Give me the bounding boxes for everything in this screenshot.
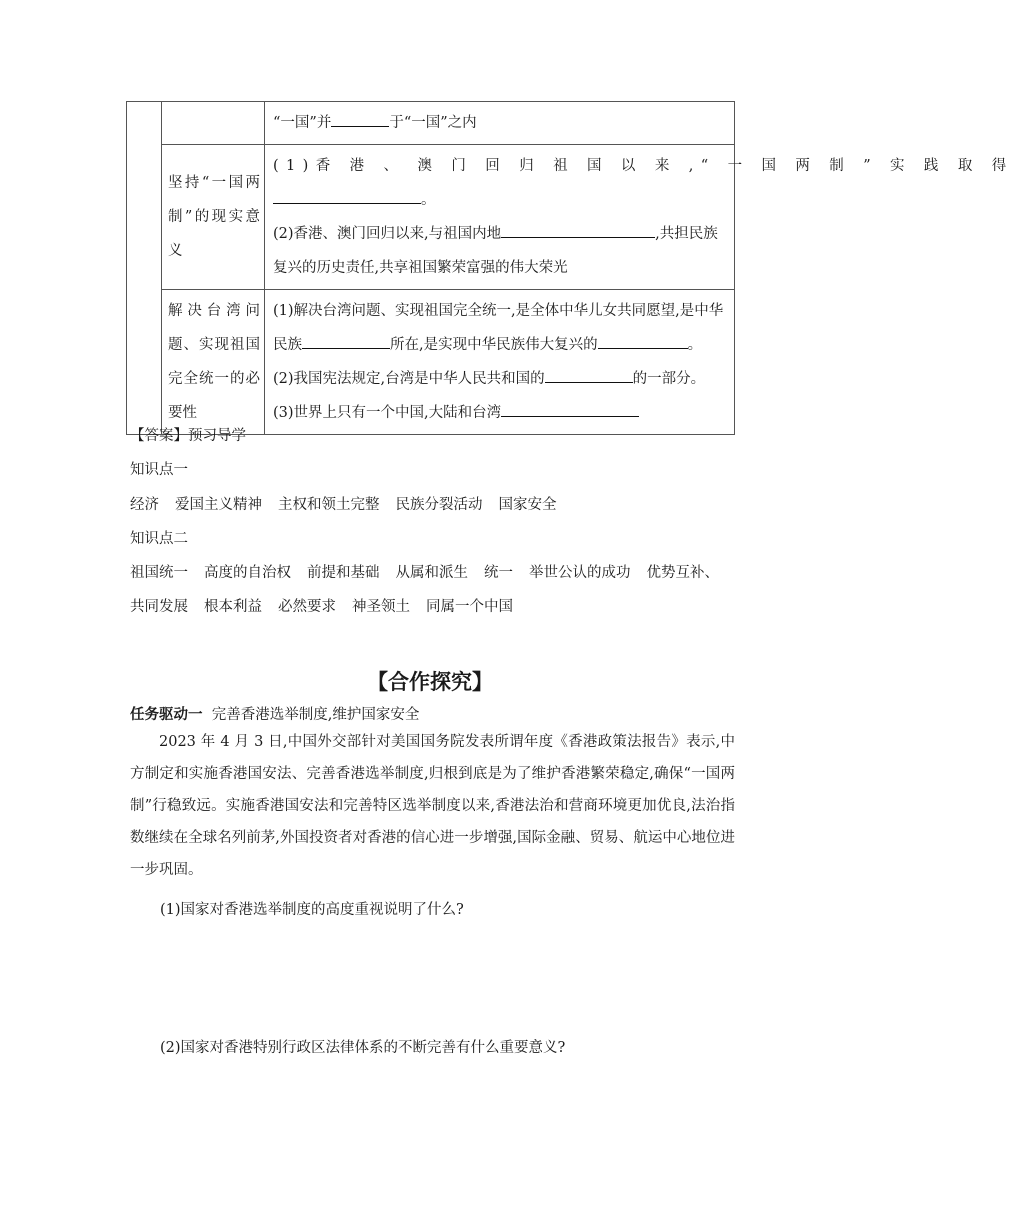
table-row — [127, 102, 735, 145]
text-segment: 于“一国”之内 — [389, 115, 477, 131]
table-content-cell — [265, 290, 735, 435]
text-segment: (3)世界上只有一个中国,大陆和台湾 — [273, 405, 502, 421]
fill-blank — [331, 109, 389, 127]
fill-blank — [273, 186, 421, 204]
text-segment: 。 — [687, 337, 703, 353]
text-segment: 所在,是实现中华民族伟大复兴的 — [390, 337, 598, 353]
answer-item: 举世公认的成功 — [529, 565, 631, 581]
answer-item: 统一 — [484, 565, 513, 581]
fill-blank — [598, 331, 688, 349]
answer-item: 祖国统一 — [130, 565, 188, 581]
knowledge-table — [126, 101, 1014, 435]
table-line — [273, 362, 726, 396]
table-row — [127, 145, 735, 290]
question-2: (2)国家对香港特别行政区法律体系的不断完善有什么重要意义? — [160, 1040, 566, 1056]
fill-blank — [545, 365, 633, 383]
text-segment: (2)我国宪法规定,台湾是中华人民共和国的 — [273, 371, 545, 387]
task-label: 任务驱动一 — [130, 707, 203, 723]
text-segment: “一国”并 — [273, 115, 332, 131]
table-line — [273, 217, 726, 251]
answer-item: 同属一个中国 — [426, 599, 513, 615]
table-empty-label-cell — [162, 102, 265, 145]
material-paragraph: 2023 年 4 月 3 日,中国外交部针对美国国务院发表所谓年度《香港政策法报告》表示,中方制定和实施香港国安法、完善香港选举制度,归根到底是为了维护香港繁荣稳定,确保“一国两制”行稳致远。实施香港国安法和完善特区选举制度以来,香港法治和营商环境更加优良,法治指数继续在全球名列前茅,外国投资者对香港的信心进一步增强,国际金融、贸易、航运中心地位进一步巩固。 — [130, 734, 735, 878]
answer-item: 民族分裂活动 — [395, 497, 483, 513]
answer-item: 经济 — [130, 497, 159, 513]
answer-item: 高度的自治权 — [204, 565, 291, 581]
section-title: 【合作探究】 — [367, 670, 493, 694]
fill-blank — [302, 331, 390, 349]
table-content-cell — [265, 102, 735, 145]
answer-header: 【答案】预习导学 — [130, 428, 246, 444]
fill-blank — [501, 220, 655, 238]
table-line — [273, 396, 726, 430]
task-title: 完善香港选举制度,维护国家安全 — [211, 707, 420, 723]
table-content-cell — [265, 145, 1014, 290]
text-segment: 的一部分。 — [632, 371, 706, 387]
table-line — [273, 183, 726, 217]
question-1: (1)国家对香港选举制度的高度重视说明了什么? — [160, 902, 464, 918]
text-segment: 民族 — [273, 337, 302, 353]
task-heading — [130, 703, 419, 724]
table-line: 复兴的历史责任,共享祖国繁荣富强的伟大荣光 — [273, 260, 568, 276]
table-left-column — [127, 102, 162, 435]
answer-item: 神圣领土 — [352, 599, 410, 615]
answer-item: 根本利益 — [204, 599, 262, 615]
knowledge-point-2-title: 知识点二 — [130, 531, 188, 547]
answer-item: 从属和派生 — [395, 565, 468, 581]
answer-item: 国家安全 — [498, 497, 557, 513]
text-segment: 。 — [421, 192, 436, 208]
knowledge-point-1-title: 知识点一 — [130, 462, 188, 478]
table-line — [273, 106, 726, 140]
answer-item: 爱国主义精神 — [175, 497, 262, 513]
table-line: (1)解决台湾问题、实现祖国完全统一,是全体中华儿女共同愿望,是中华 — [273, 303, 724, 319]
knowledge-point-2-answers-line1 — [130, 561, 719, 582]
knowledge-point-1-answers — [130, 493, 573, 514]
table-label-cell: 坚持“一国两制”的现实意义 — [162, 145, 265, 290]
table-line: (1)香 港 、 澳 门 回 归 祖 国 以 来 ,“ 一 国 两 制 ” 实 践 取 得 — [273, 158, 1014, 174]
answer-item: 主权和领土完整 — [278, 497, 380, 513]
knowledge-point-2-answers-line2 — [130, 595, 529, 616]
answer-item: 共同发展 — [130, 599, 188, 615]
text-segment: (2)香港、澳门回归以来,与祖国内地 — [273, 226, 502, 242]
text-segment: ,共担民族 — [655, 226, 718, 242]
answer-item: 前提和基础 — [307, 565, 380, 581]
answer-item: 必然要求 — [278, 599, 336, 615]
answer-item: 优势互补、 — [646, 565, 719, 581]
table-row — [127, 290, 735, 435]
table-line — [273, 328, 726, 362]
fill-blank — [501, 399, 639, 417]
table-label-cell: 解决台湾问题、实现祖国完全统一的必要性 — [162, 290, 265, 435]
